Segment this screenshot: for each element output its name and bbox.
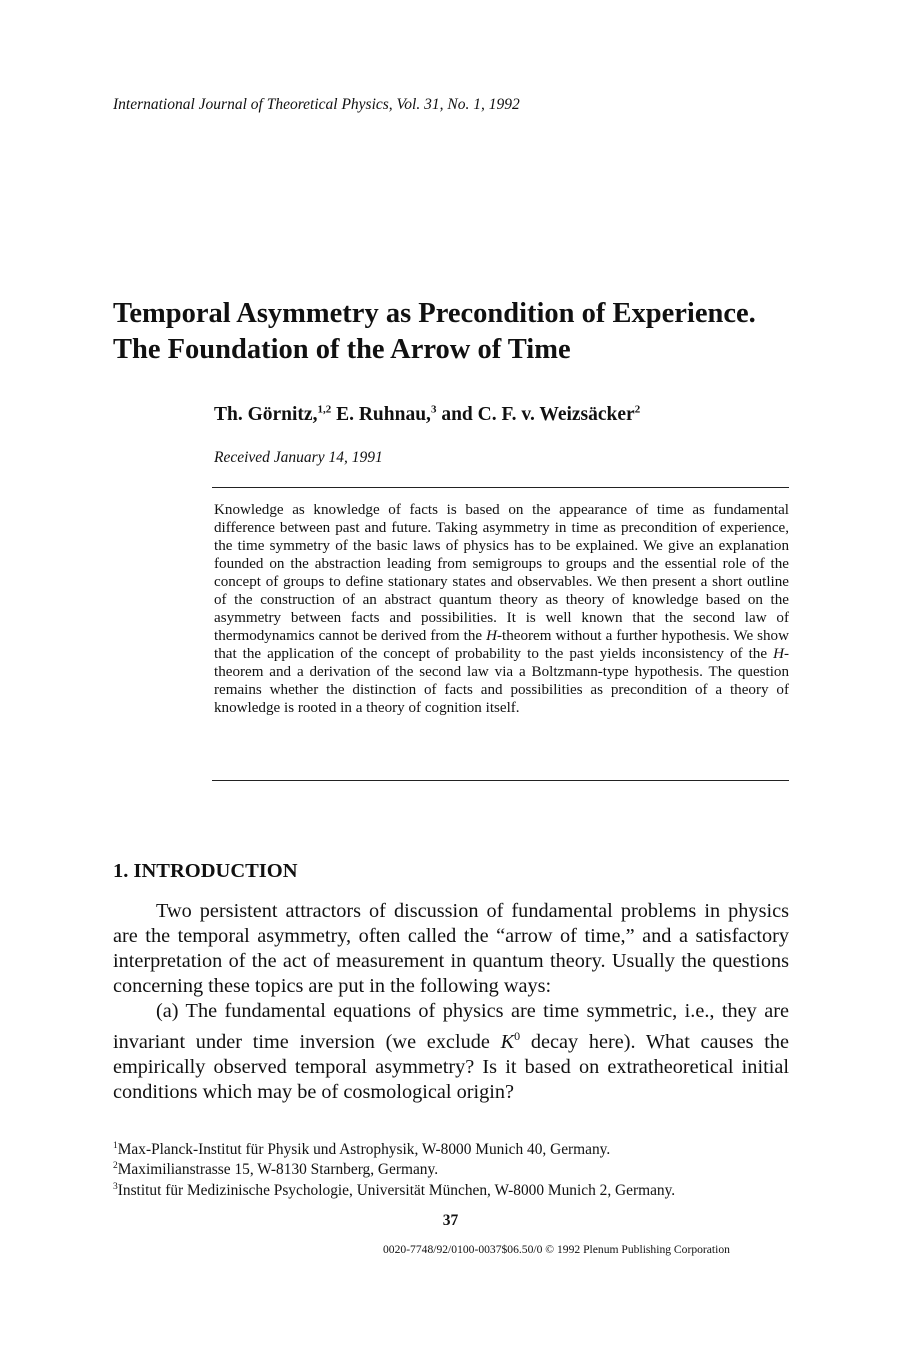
introduction-paragraph-1: Two persistent attractors of discussion of fundamental problems in physics are the temporal asymmetry, often called the “arrow of time,” and a satisfactory interpretation of the act of measurement in quantum theory. Usually the questions concerning these topics are put in the following ways:: [113, 900, 789, 997]
footnote-3-text: Institut für Medizinische Psychologie, Universität München, W-8000 Munich 2, Germany.: [117, 1181, 676, 1199]
kaon-superscript: 0: [514, 1029, 521, 1043]
author-3-affiliation-mark: 2: [634, 403, 641, 416]
author-1-name: Th. Görnitz,: [214, 404, 318, 425]
paper-title: [113, 296, 813, 368]
footnotes: [113, 1140, 813, 1201]
abstract-text-part-1: Knowledge as knowledge of facts is based on the appearance of time as fundamental difference between past and future. Taking asymmetry in time as precondition of experience, the time symmetry of the basic laws of physics has to be explained. We give an explanation founded on the abstraction leading from semigroups to groups and the essential role of the concept of groups to define stationary states and observables. We then present a short outline of the construction of an abstract quantum theory as theory of knowledge based on the asymmetry between facts and possibilities. It is well known that the second law of thermodynamics cannot be derived from the: [214, 502, 789, 644]
abstract-bottom-rule: [212, 780, 789, 781]
title-line-1: Temporal Asymmetry as Precondition of Experience.: [113, 298, 756, 329]
footnote-1: [113, 1140, 813, 1160]
footnote-2: [113, 1160, 813, 1180]
kaon-symbol: K: [500, 1030, 515, 1053]
abstract: [214, 501, 789, 717]
abstract-h-symbol-2: H: [773, 646, 784, 662]
received-date: Received January 14, 1991: [214, 449, 383, 466]
abstract-text-part-2: -theorem without a further hypothesis. We show that the application of the concept of probability to the past yields inconsistency of the: [214, 628, 789, 662]
section-heading: 1. INTRODUCTION: [113, 860, 298, 882]
abstract-h-symbol-1: H: [486, 628, 497, 644]
page-number: 37: [442, 1212, 459, 1229]
footnote-3: [113, 1181, 813, 1201]
title-line-2: The Foundation of the Arrow of Time: [113, 334, 571, 365]
introduction-body: [113, 899, 789, 1105]
footnote-2-mark: 2: [113, 1161, 118, 1172]
author-3-name: and C. F. v. Weizsäcker: [436, 404, 635, 425]
footnote-2-text: Maximilianstrasse 15, W-8130 Starnberg, Germany.: [117, 1161, 439, 1179]
abstract-top-rule: [212, 487, 789, 488]
author-2-name: E. Ruhnau,: [331, 404, 431, 425]
abstract-text-part-3: -theorem and a derivation of the second law via a Boltzmann-type hypothesis. The question remains whether the distinction of facts and possibilities as precondition of a theory of knowledge is rooted in a theory of cognition itself.: [214, 646, 789, 716]
journal-citation: International Journal of Theoretical Physics, Vol. 31, No. 1, 1992: [113, 96, 520, 113]
author-1-affiliation-mark: 1,2: [317, 403, 332, 416]
footnote-1-mark: 1: [113, 1140, 118, 1151]
paragraph-2-text-b: decay here). What causes the empirically observed temporal asymmetry? Is it based on extratheoretical initial conditions which may be of cosmological origin?: [113, 1030, 789, 1103]
introduction-paragraph-2: [113, 999, 789, 1105]
footnote-3-mark: 3: [113, 1181, 118, 1192]
copyright-line: 0020-7748/92/0100-0037$06.50/0 © 1992 Plenum Publishing Corporation: [383, 1243, 730, 1256]
paragraph-2-text-a: (a) The fundamental equations of physics are time symmetric, i.e., they are invariant under time inversion (we exclude: [113, 1000, 789, 1053]
author-list: [214, 404, 640, 426]
author-2-affiliation-mark: 3: [430, 403, 437, 416]
footnote-1-text: Max-Planck-Institut für Physik und Astrophysik, W-8000 Munich 40, Germany.: [117, 1141, 611, 1158]
